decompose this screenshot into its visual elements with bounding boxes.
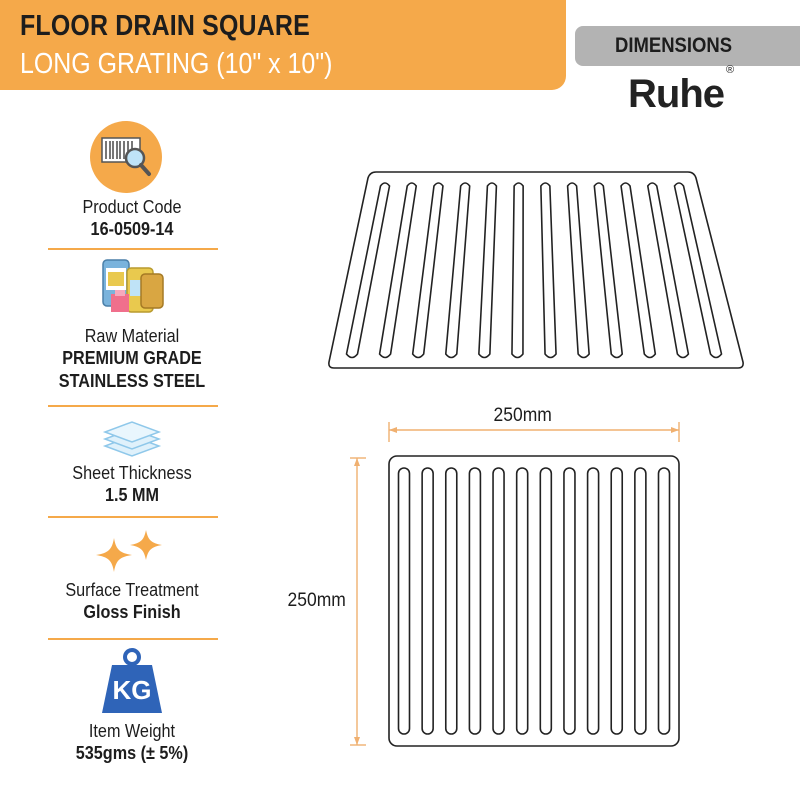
perspective-slot	[541, 183, 556, 358]
top-view-slot	[635, 468, 646, 734]
grating-perspective-view	[329, 172, 743, 368]
top-view-slot	[659, 468, 670, 734]
top-view-slot	[540, 468, 551, 734]
sheet-thickness-value: 1.5 MM	[104, 485, 159, 505]
page-title: FLOOR DRAIN SQUARE	[20, 10, 310, 42]
item-weight-label: Item Weight	[88, 721, 176, 741]
brand-name: Ruhe	[628, 72, 724, 116]
top-view-slot	[517, 468, 528, 734]
perspective-slot	[568, 183, 590, 358]
width-dimension-label: 250mm	[493, 405, 552, 426]
product-code-value: 16-0509-14	[90, 219, 174, 239]
raw-material-value-line1: PREMIUM GRADE	[62, 348, 202, 368]
sheet-thickness-label: Sheet Thickness	[72, 463, 192, 483]
top-view-slot	[399, 468, 410, 734]
top-view-slot	[611, 468, 622, 734]
height-dimension-label: 250mm	[287, 590, 346, 611]
perspective-slot	[413, 183, 443, 358]
kg-icon-text: KG	[112, 675, 152, 705]
surface-treatment-value: Gloss Finish	[83, 602, 181, 622]
top-view-slot	[588, 468, 599, 734]
grating-top-view	[389, 456, 679, 746]
perspective-slot	[446, 183, 470, 358]
top-view-slot	[446, 468, 457, 734]
perspective-slot	[594, 183, 622, 358]
perspective-slot	[675, 183, 722, 358]
perspective-slot	[648, 183, 689, 358]
item-weight-value: 535gms (± 5%)	[75, 743, 189, 763]
top-view-slot	[493, 468, 504, 734]
dimensions-tag-label: DIMENSIONS	[615, 34, 733, 57]
height-dimension-line	[350, 458, 366, 745]
top-view-slot	[469, 468, 480, 734]
raw-material-value-line2: STAINLESS STEEL	[58, 371, 206, 391]
page-subtitle: LONG GRATING (10" x 10")	[20, 48, 333, 80]
product-code-label: Product Code	[82, 197, 182, 217]
perspective-slot	[479, 183, 497, 358]
perspective-slot	[621, 183, 655, 358]
top-view-slot	[564, 468, 575, 734]
registered-mark: ®	[726, 63, 734, 76]
top-view-slot	[422, 468, 433, 734]
raw-material-label: Raw Material	[84, 326, 180, 346]
surface-treatment-label: Surface Treatment	[65, 580, 199, 600]
perspective-slot	[512, 183, 523, 358]
